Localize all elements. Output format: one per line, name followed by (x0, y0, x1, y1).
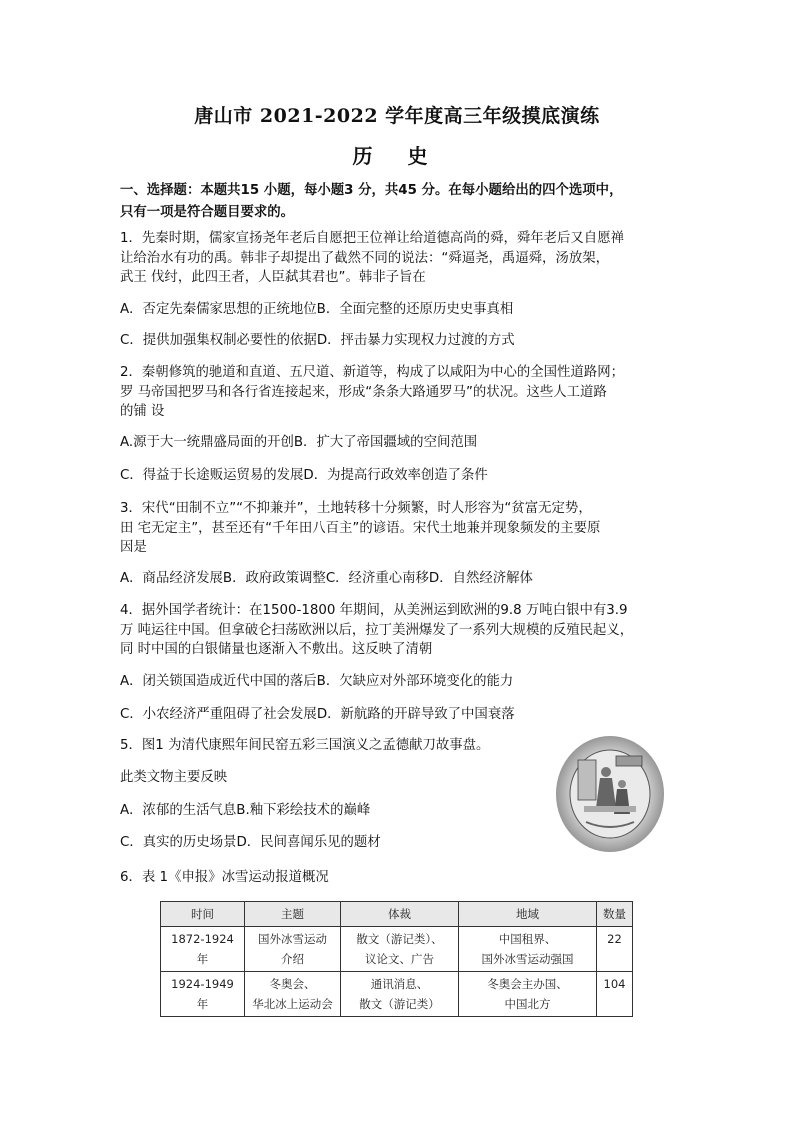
question-1-options-ab: A．否定先秦儒家思想的正统地位B．全面完整的还原历史史事真相 (120, 302, 514, 317)
cell-line: 议论文、广告 (365, 952, 434, 966)
question-3-stem (120, 499, 690, 558)
question-1-stem (120, 229, 690, 288)
table-cell-count: 104 (597, 972, 633, 1017)
question-2-line1: 2．秦朝修筑的驰道和直道、五尺道、新道等，构成了以咸阳为中心的全国性道路网； (120, 365, 624, 380)
table-cell-topic (245, 927, 341, 972)
table-cell-count: 22 (597, 927, 633, 972)
question-3-line2: 田 宅无定主”，甚至还有“千年田八百主”的谚语。宋代土地兼并现象频发的主要原 (120, 520, 601, 536)
question-4-line2: 万 吨运往中国。但拿破仑扫荡欧洲以后，拉丁美洲爆发了一系列大规模的反殖民起义， (120, 622, 634, 638)
table-cell-region (459, 972, 597, 1017)
page-title: 唐山市 2021-2022 学年度高三年级摸底演练 (194, 105, 600, 127)
cell-line: 散文（游记类）、 (356, 932, 443, 946)
question-5-options-ab: A．浓郁的生活气息B.釉下彩绘技术的巅峰 (120, 803, 371, 818)
question-2-line3: 的铺 设 (120, 404, 165, 419)
table-row (161, 972, 633, 1017)
question-2-options-cd: C．得益于长途贩运贸易的发展D．为提高行政效率创造了条件 (120, 468, 488, 483)
question-5-line2: 此类文物主要反映 (120, 770, 228, 785)
cell-line: 中国北方 (504, 997, 551, 1011)
cell-line: 中国租界、 (498, 932, 557, 946)
question-2-line2: 罗 马帝国把罗马和各行省连接起来，形成“条条大路通罗马”的状况。这些人工道路 (120, 384, 607, 400)
question-2-stem (120, 363, 690, 422)
table-header-cell: 体裁 (341, 902, 459, 927)
cell-line: 介绍 (281, 952, 304, 966)
cell-line: 华北冰上运动会 (252, 997, 333, 1011)
question-6-line1: 6．表 1《申报》冰雪运动报道概况 (120, 870, 329, 885)
question-1-line1: 1．先秦时期，儒家宣扬尧年老后自愿把王位禅让给道德高尚的舜，舜年老后又自愿禅 (120, 231, 624, 246)
question-3-options: A．商品经济发展B．政府政策调整C．经济重心南移D．自然经济解体 (120, 571, 533, 586)
section-heading-line1: 一、选择题：本题共15 小题，每小题3 分，共45 分。在每小题给出的四个选项中， (120, 183, 623, 198)
table-cell-region (459, 927, 597, 972)
question-5-options-cd: C．真实的历史场景D．民间喜闻乐见的题材 (120, 835, 381, 850)
question-1-line3: 武王 伐纣，此四王者，人臣弑其君也”。韩非子旨在 (120, 270, 426, 285)
table-row (161, 927, 633, 972)
cell-line: 国外冰雪运动 (258, 932, 327, 946)
question-5-line1: 5．图1 为清代康熙年间民窑五彩三国演义之孟德献刀故事盘。 (120, 738, 490, 753)
porcelain-plate-image (556, 736, 664, 852)
question-2-options-ab: A.源于大一统鼎盛局面的开创B．扩大了帝国疆域的空间范围 (120, 435, 478, 450)
section-heading (120, 180, 680, 224)
table-header-cell: 时间 (161, 902, 245, 927)
snow-sports-table-wrapper (160, 901, 633, 1017)
snow-sports-table (160, 901, 633, 1017)
question-1-options-cd: C．提供加强集权制必要性的依据D．抨击暴力实现权力过渡的方式 (120, 333, 515, 348)
cell-line: 国外冰雪运动强国 (481, 952, 574, 966)
question-4-stem (120, 601, 690, 660)
table-cell-time: 1872-1924 年 (161, 927, 245, 972)
table-header-cell: 数量 (597, 902, 633, 927)
table-header-cell: 主题 (245, 902, 341, 927)
question-4-line1: 4．据外国学者统计：在1500-1800 年期间，从美洲运到欧洲的9.8 万吨白银中有3.9 (120, 603, 628, 618)
cell-line: 冬奥会主办国、 (487, 977, 568, 991)
table-header-cell: 地域 (459, 902, 597, 927)
table-cell-genre (341, 972, 459, 1017)
cell-line: 冬奥会、 (269, 977, 316, 991)
question-3-line1: 3．宋代“田制不立”“不抑兼并”，土地转移十分频繁，时人形容为“贫富无定势， (120, 501, 592, 516)
question-4-options-ab: A．闭关锁国造成近代中国的落后B．欠缺应对外部环境变化的能力 (120, 674, 514, 689)
cell-line: 通讯消息、 (370, 977, 429, 991)
table-cell-topic (245, 972, 341, 1017)
table-cell-time: 1924-1949 年 (161, 972, 245, 1017)
question-4-line3: 同 时中国的白银储量也逐渐入不敷出。这反映了清朝 (120, 642, 433, 657)
cell-line: 散文（游记类） (359, 997, 440, 1011)
question-1-line2: 让给治水有功的禹。韩非子却提出了截然不同的说法：“舜逼尧，禹逼舜，汤放架， (120, 250, 609, 266)
table-header-row (161, 902, 633, 927)
question-4-options-cd: C．小农经济严重阻碍了社会发展D．新航路的开辟导致了中国衰落 (120, 707, 515, 722)
table-cell-genre (341, 927, 459, 972)
plate-scene-illustration (556, 736, 664, 852)
question-3-line3: 因是 (120, 540, 147, 555)
section-heading-line2: 只有一项是符合题目要求的。 (120, 205, 295, 220)
subject-title: 历 史 (352, 144, 442, 168)
